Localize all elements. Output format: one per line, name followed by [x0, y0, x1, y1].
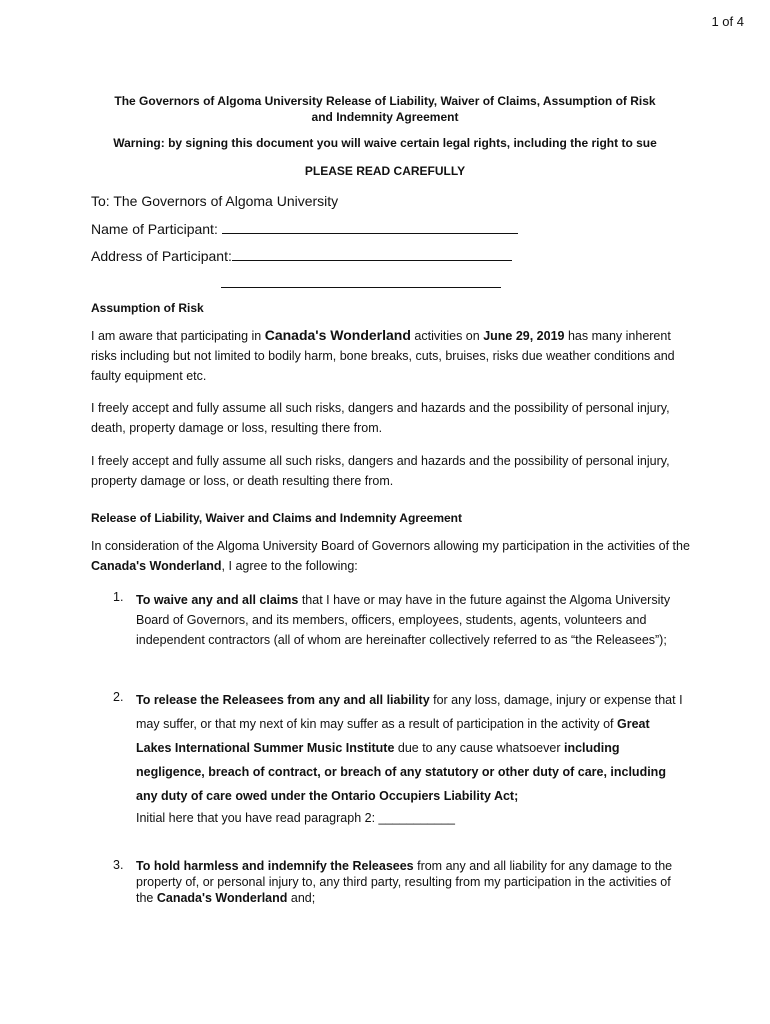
please-read-notice: PLEASE READ CAREFULLY: [304, 164, 466, 178]
event-name: Canada's Wonderland: [264, 327, 411, 343]
release-intro: In consideration of the Algoma University Board of Governors allowing my participation in the activities of the Canada's Wonderland, I agree to the following:: [91, 539, 690, 573]
initial-paragraph-2[interactable]: Initial here that you have read paragraph 2: ___________: [136, 811, 455, 825]
assumption-paragraph-3: I freely accept and fully assume all such risks, dangers and hazards and the possibility of personal injury, property damage or loss, or death resulting there from.: [91, 454, 670, 488]
warning-text: Warning: by signing this document you will waive certain legal rights, including the right to sue: [113, 136, 657, 150]
to-line: To: The Governors of Algoma University: [91, 193, 339, 209]
event-name: Canada's Wonderland: [156, 891, 288, 905]
name-label: Name of Participant:: [91, 221, 218, 237]
item-2-number: 2.: [113, 690, 124, 704]
address-input-line-2[interactable]: [221, 287, 501, 288]
name-input-line[interactable]: [222, 219, 518, 234]
event-name: Canada's Wonderland: [91, 559, 222, 573]
assumption-heading: Assumption of Risk: [91, 301, 204, 315]
address-field-row: [91, 246, 512, 264]
assumption-paragraph-1: I am aware that participating in Canada's Wonderland activities on June 29, 2019 has many inherent risks including but not limited to bodily harm, bone breaks, cuts, bruises, risks due weather conditions and faulty equipment etc.: [91, 327, 675, 383]
item-3-number: 3.: [113, 858, 124, 872]
document-title: [0, 93, 770, 125]
title-line-2: and Indemnity Agreement: [311, 110, 459, 124]
address-label: Address of Participant:: [91, 248, 232, 264]
event-date: June 29, 2019: [483, 329, 565, 343]
title-line-1: The Governors of Algoma University Release of Liability, Waiver of Claims, Assumption of Risk: [114, 94, 656, 108]
release-heading: Release of Liability, Waiver and Claims and Indemnity Agreement: [91, 511, 462, 525]
item-1-number: 1.: [113, 590, 124, 604]
item-3-text: To hold harmless and indemnify the Releasees from any and all liability for any damage to the property of, or personal injury to, any third party, resulting from my participation in the activities of the Canada's Wonderland and;: [136, 859, 673, 905]
address-input-line-1[interactable]: [232, 246, 512, 261]
item-2-text: To release the Releasees from any and all liability for any loss, damage, injury or expense that I may suffer, or that my next of kin may suffer as a result of participation in the activity of Great Lakes International Summer Music Institute due to any cause whatsoever including negligence, breach of contract, or breach of any statutory or other duty of care, including any duty of care owed under the Ontario Occupiers Liability Act;: [136, 693, 683, 803]
assumption-paragraph-2: I freely accept and fully assume all such risks, dangers and hazards and the possibility of personal injury, death, property damage or loss, resulting there from.: [91, 401, 670, 435]
item-1-text: To waive any and all claims that I have or may have in the future against the Algoma University Board of Governors, and its members, officers, employees, students, agents, volunteers and independent contractors (all of whom are hereinafter collectively referred to as “the Releasees”);: [136, 593, 671, 647]
name-field-row: [91, 219, 518, 237]
page-indicator: 1 of 4: [711, 14, 744, 29]
